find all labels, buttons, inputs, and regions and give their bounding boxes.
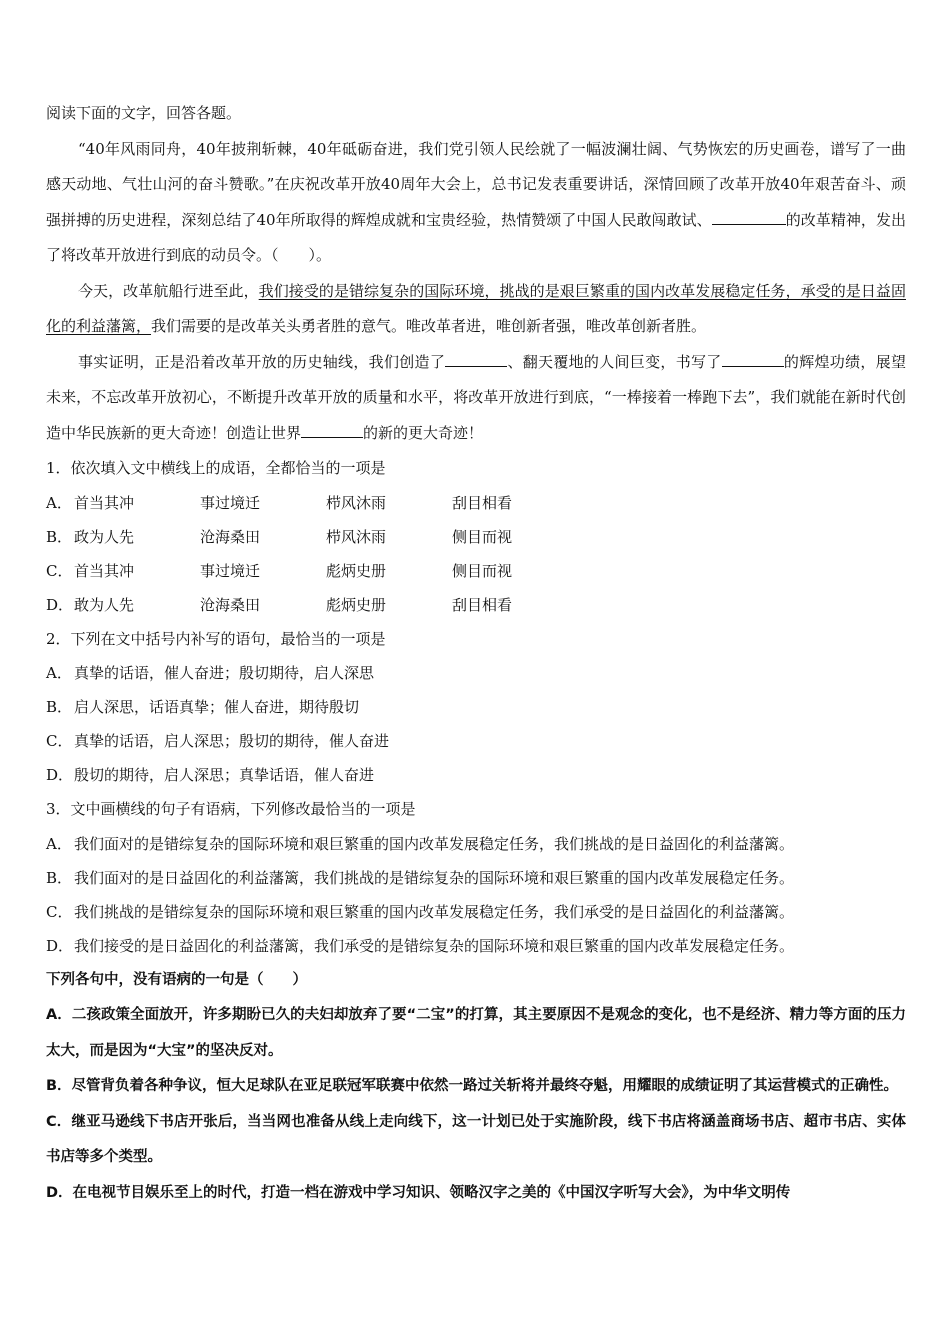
idiom: 彪炳史册 <box>326 595 387 614</box>
question-2-stem: 2．下列在文中括号内补写的语句，最恰当的一项是 <box>46 629 386 648</box>
q4-option-c[interactable] <box>46 1105 906 1176</box>
option-label: B． <box>46 1078 72 1094</box>
q3-option-c[interactable] <box>46 895 906 929</box>
option-label: A． <box>46 493 72 512</box>
passage-paragraph-2 <box>46 274 906 345</box>
fill-blank-3 <box>722 350 784 367</box>
option-label: A． <box>46 1007 72 1023</box>
option-text: 我们接受的是日益固化的利益藩篱，我们承受的是错综复杂的国际环境和艰巨繁重的国内改革发展稳定任务。 <box>74 936 795 955</box>
q2-option-c[interactable] <box>46 724 906 758</box>
q4-option-d[interactable] <box>46 1176 906 1212</box>
q3-option-d[interactable] <box>46 929 906 963</box>
option-label: C． <box>46 561 73 580</box>
option-label: C． <box>46 902 73 921</box>
para3-text-c: 的辉煌功绩，展望未来，不忘改革开放初心，不断提升改革开放的质量和水平，将改革开放进行到底，“一棒接着一棒跑下去”，我们就能在新时代创造中华民族新的更大奇迹！创造让世界 <box>46 352 906 442</box>
option-text: 我们面对的是日益固化的利益藩篱，我们挑战的是错综复杂的国际环境和艰巨繁重的国内改革发展稳定任务。 <box>74 868 795 887</box>
question-1-stem: 1．依次填入文中横线上的成语，全都恰当的一项是 <box>46 459 386 477</box>
passage-paragraph-1 <box>46 132 906 274</box>
q2-option-a[interactable] <box>46 656 906 690</box>
idiom: 刮目相看 <box>452 493 513 512</box>
option-label: B． <box>46 527 73 546</box>
option-text: 继亚马逊线下书店开张后，当当网也准备从线上走向线下，这一计划已处于实施阶段，线下书店将涵盖商场书店、超市书店、实体书店等多个类型。 <box>46 1113 906 1165</box>
q4-option-a[interactable] <box>46 998 906 1069</box>
para1-text-a: “40年风雨同舟，40年披荆斩棘，40年砥砺奋进，我们党引领人民绘就了一幅波澜壮阔、气势恢宏的历史画卷，谱写了一曲感天动地、气壮山河的奋斗赞歌。”在庆祝改革开放40周年大会上，总书记发表重要讲话，深情回顾了改革开放40年艰苦奋斗、顽强拼搏的历史进程，深刻总结了40年所取得的辉煌成就和宝贵经验，热情赞颂了中国人民敢闯敢试、 <box>46 139 906 229</box>
idiom: 栉风沐雨 <box>326 527 387 546</box>
option-text: 启人深思，话语真挚；催人奋进，期待殷切 <box>74 698 360 716</box>
option-label: B． <box>46 868 73 887</box>
option-label: A． <box>46 834 72 853</box>
q3-option-a[interactable] <box>46 827 906 861</box>
passage-paragraph-3 <box>46 345 906 452</box>
q4-option-b[interactable] <box>46 1069 906 1105</box>
option-text: 真挚的话语，催人奋进；殷切期待，启人深思 <box>74 664 375 682</box>
option-text: 我们面对的是错综复杂的国际环境和艰巨繁重的国内改革发展稳定任务，我们挑战的是日益固化的利益藩篱。 <box>74 834 795 853</box>
para2-text-b: 我们需要的是改革关头勇者胜的意气。唯改革者进，唯创新者强，唯改革创新者胜。 <box>151 317 707 335</box>
option-label: D． <box>46 1184 73 1201</box>
idiom: 彪炳史册 <box>326 561 387 580</box>
document-page <box>46 96 906 1211</box>
option-label: C． <box>46 1113 72 1130</box>
fill-blank-1 <box>712 208 786 225</box>
para3-text-d: 的新的更大奇迹！ <box>363 423 484 442</box>
option-label: B． <box>46 698 73 716</box>
fill-blank-4 <box>301 421 363 438</box>
q1-option-b[interactable] <box>46 520 906 554</box>
q1-option-c[interactable] <box>46 554 906 588</box>
para3-text-a: 事实证明，正是沿着改革开放的历史轴线，我们创造了 <box>78 352 446 371</box>
question-4-stem: 下列各句中，没有语病的一句是（ ） <box>46 971 307 988</box>
idiom: 侧目而视 <box>452 527 513 546</box>
para3-text-b: 、翻天覆地的人间巨变，书写了 <box>507 352 722 371</box>
option-label: D． <box>46 595 74 614</box>
intro-text: 阅读下面的文字，回答各题。 <box>46 104 242 122</box>
para2-text-a: 今天，改革航船行进至此， <box>78 281 259 300</box>
q3-option-b[interactable] <box>46 861 906 895</box>
idiom: 侧目而视 <box>452 561 513 580</box>
question-3-stem: 3．文中画横线的句子有语病，下列修改最恰当的一项是 <box>46 800 416 818</box>
option-label: D． <box>46 766 74 784</box>
idiom: 首当其冲 <box>74 561 135 580</box>
option-text: 殷切的期待，启人深思；真挚话语，催人奋进 <box>74 766 375 784</box>
underlined-sentence: 我们接受的是错综复杂的国际环境，挑战的是艰巨繁重的国内改革发展稳定任务，承受的是日益固化的利益藩篱， <box>46 281 906 335</box>
q2-option-d[interactable] <box>46 758 906 792</box>
idiom: 事过境迁 <box>200 493 261 512</box>
option-text: 二孩政策全面放开，许多期盼已久的夫妇却放弃了要“二宝”的打算，其主要原因不是观念的变化，也不是经济、精力等方面的压力太大，而是因为“大宝”的坚决反对。 <box>46 1007 906 1059</box>
option-text: 尽管背负着各种争议，恒大足球队在亚足联冠军联赛中依然一路过关斩将并最终夺魁，用耀眼的成绩证明了其运营模式的正确性。 <box>71 1078 899 1094</box>
option-text: 我们挑战的是错综复杂的国际环境和艰巨繁重的国内改革发展稳定任务，我们承受的是日益固化的利益藩篱。 <box>74 902 795 921</box>
idiom: 刮目相看 <box>452 595 513 614</box>
idiom: 首当其冲 <box>74 493 135 512</box>
idiom: 敢为人先 <box>74 595 135 614</box>
option-label: A． <box>46 664 72 682</box>
fill-blank-2 <box>445 350 507 367</box>
option-text: 真挚的话语，启人深思；殷切的期待，催人奋进 <box>74 732 390 750</box>
idiom: 事过境迁 <box>200 561 261 580</box>
idiom: 栉风沐雨 <box>326 493 387 512</box>
idiom: 沧海桑田 <box>200 595 261 614</box>
para1-text-b: 的改革精神，发出了将改革开放进行到底的动员令。（ ）。 <box>46 210 906 264</box>
option-text: 在电视节目娱乐至上的时代，打造一档在游戏中学习知识、领略汉字之美的《中国汉字听写大会》，为中华文明传 <box>72 1184 791 1201</box>
q1-option-d[interactable] <box>46 588 906 622</box>
option-label: C． <box>46 732 73 750</box>
idiom: 沧海桑田 <box>200 527 261 546</box>
q1-option-a[interactable] <box>46 486 906 520</box>
option-label: D． <box>46 936 74 955</box>
idiom: 政为人先 <box>74 527 135 546</box>
q2-option-b[interactable] <box>46 690 906 724</box>
